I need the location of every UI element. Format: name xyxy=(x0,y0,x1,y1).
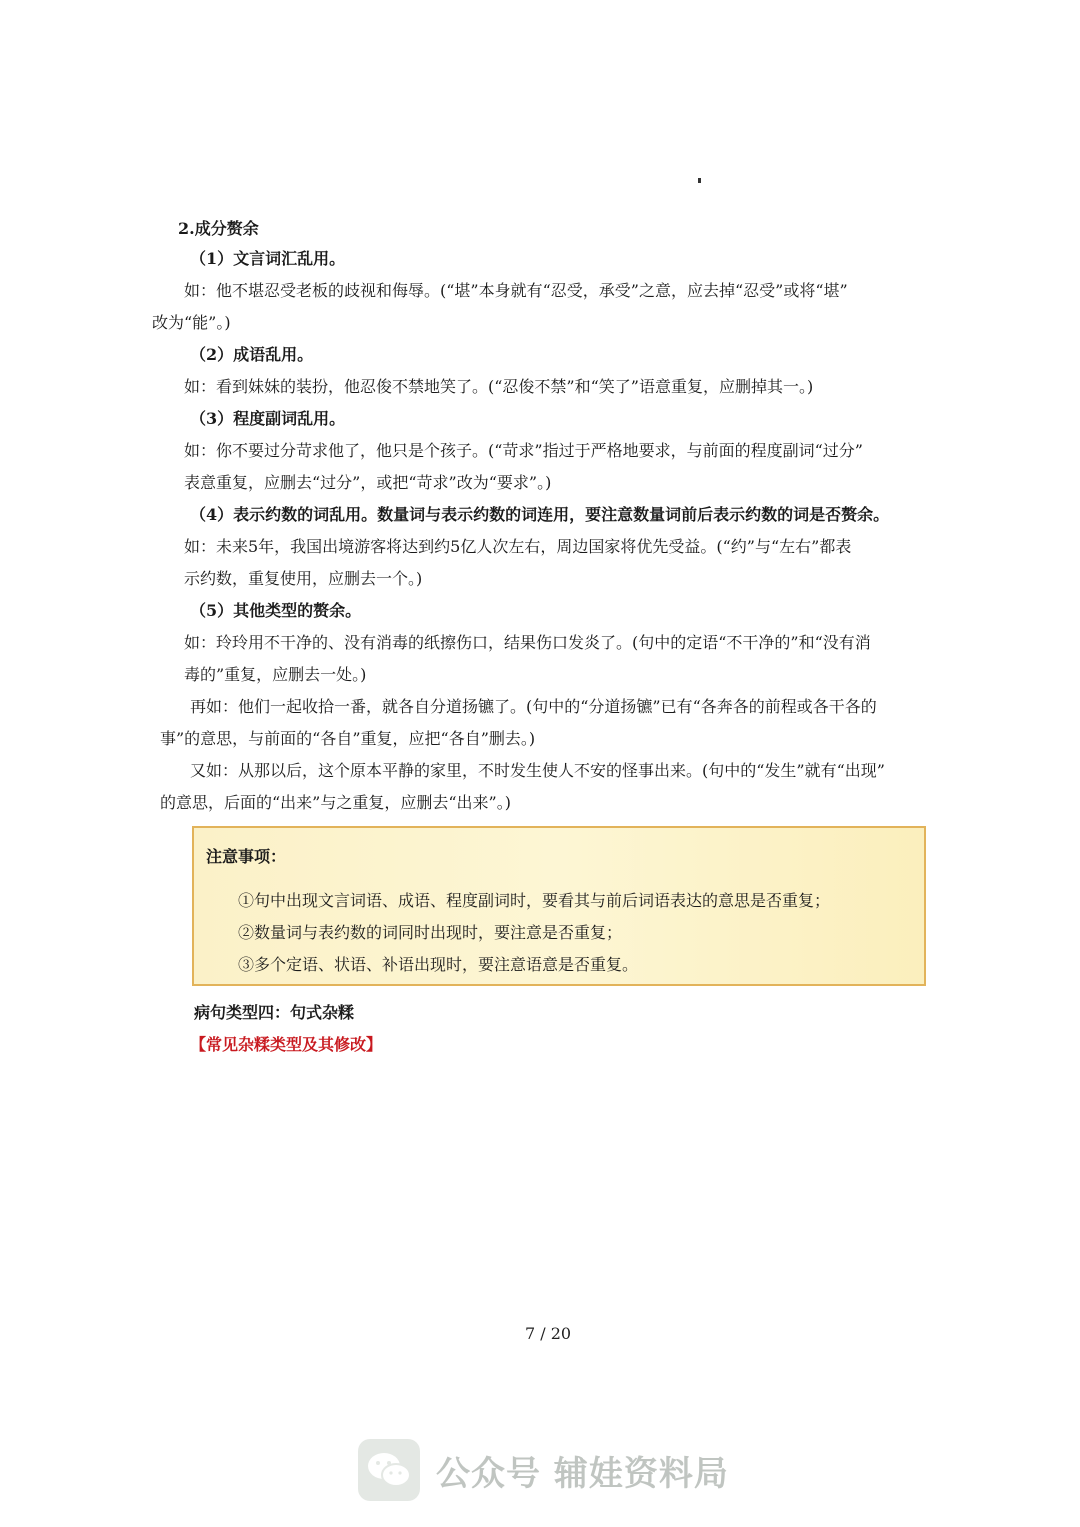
notes-box xyxy=(192,826,926,986)
item-1-line-2: 改为“能”。) xyxy=(152,313,231,332)
section-title: 2.成分赘余 xyxy=(178,219,259,238)
next-section-subtitle: 【常见杂糅类型及其修改】 xyxy=(190,1035,383,1054)
item-1-heading: （1）文言词汇乱用。 xyxy=(190,249,346,268)
item-5-line-1: 如：玲玲用不干净的、没有消毒的纸擦伤口，结果伤口发炎了。(句中的定语“不干净的”和“没有消 xyxy=(184,633,871,652)
item-2-heading: （2）成语乱用。 xyxy=(190,345,314,364)
watermark xyxy=(358,1438,729,1502)
item-5-line-5: 又如：从那以后，这个原本平静的家里，不时发生使人不安的怪事出来。(句中的“发生”就有“出现” xyxy=(190,761,885,780)
notes-point-2: ②数量词与表约数的词同时出现时，要注意是否重复； xyxy=(238,923,623,942)
notes-title: 注意事项： xyxy=(206,847,287,866)
item-5-line-3: 再如：他们一起收拾一番，就各自分道扬镳了。(句中的“分道扬镳”已有“各奔各的前程或各干各的 xyxy=(190,697,877,716)
item-5-line-6: 的意思，后面的“出来”与之重复，应删去“出来”。) xyxy=(160,793,511,812)
item-3-heading: （3）程度副词乱用。 xyxy=(190,409,346,428)
item-5-line-4: 事”的意思，与前面的“各自”重复，应把“各自”删去。) xyxy=(160,729,536,748)
item-3-line-2: 表意重复，应删去“过分”，或把“苛求”改为“要求”。) xyxy=(184,473,552,492)
item-4-line-2: 示约数，重复使用，应删去一个。) xyxy=(184,569,423,588)
item-3-line-1: 如：你不要过分苛求他了，他只是个孩子。(“苛求”指过于严格地要求，与前面的程度副词“过分” xyxy=(184,441,863,460)
item-4-heading: （4）表示约数的词乱用。数量词与表示约数的词连用，要注意数量词前后表示约数的词是否赘余。 xyxy=(190,505,890,524)
next-section-title: 病句类型四：句式杂糅 xyxy=(194,1003,355,1022)
notes-point-3: ③多个定语、状语、补语出现时，要注意语意是否重复。 xyxy=(238,955,639,974)
item-5-heading: （5）其他类型的赘余。 xyxy=(190,601,362,620)
watermark-text: 公众号 辅娃资料局 xyxy=(436,1453,729,1494)
scan-speck xyxy=(698,178,701,183)
wechat-icon xyxy=(358,1439,420,1501)
item-1-line-1: 如：他不堪忍受老板的歧视和侮辱。(“堪”本身就有“忍受，承受”之意，应去掉“忍受”或将“堪” xyxy=(184,281,848,300)
notes-point-1: ①句中出现文言词语、成语、程度副词时，要看其与前后词语表达的意思是否重复； xyxy=(238,891,831,910)
item-2-line-1: 如：看到妹妹的装扮，他忍俊不禁地笑了。(“忍俊不禁”和“笑了”语意重复，应删掉其一。) xyxy=(184,377,814,396)
item-4-line-1: 如：未来5年，我国出境游客将达到约5亿人次左右，周边国家将优先受益。(“约”与“左右”都表 xyxy=(184,537,852,556)
item-5-line-2: 毒的”重复，应删去一处。) xyxy=(184,665,367,684)
page-number: 7 / 20 xyxy=(525,1324,572,1343)
